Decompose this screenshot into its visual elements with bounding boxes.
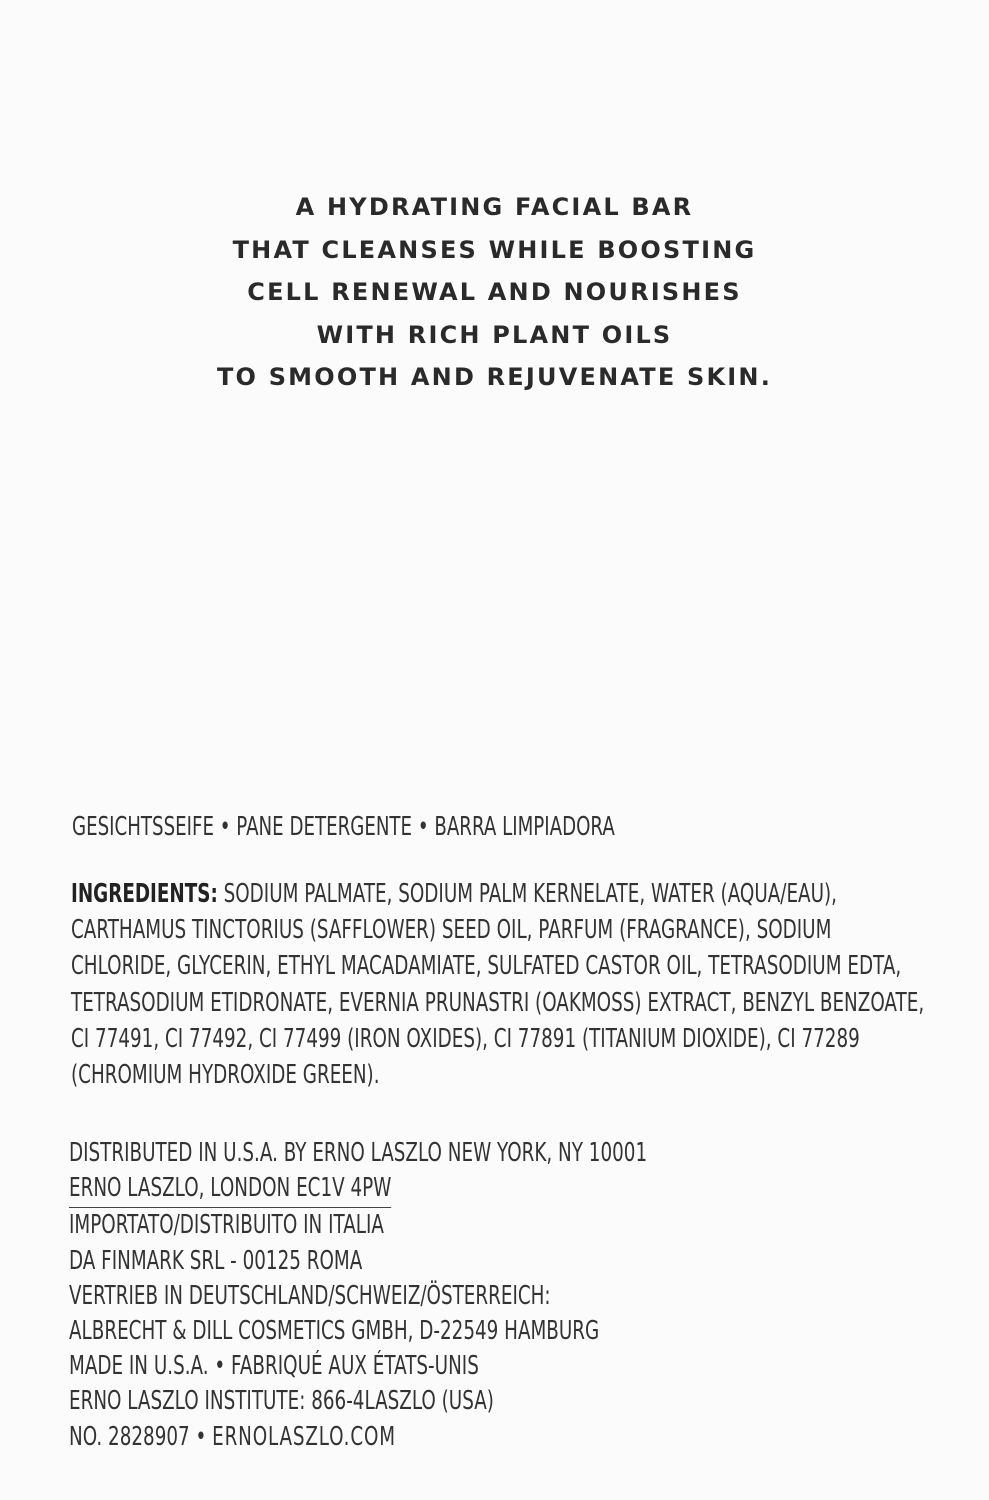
distributor-london-row — [69, 1171, 647, 1208]
ingredients-line: (CHROMIUM HYDROXIDE GREEN). — [71, 1060, 380, 1091]
distributor-germany-line-2: ALBRECHT & DILL COSMETICS GMBH, D-22549 HAMBURG — [69, 1316, 600, 1347]
tagline-line: CELL RENEWAL AND NOURISHES — [247, 278, 742, 306]
distributor-london: ERNO LASZLO, LONDON EC1V 4PW — [69, 1171, 391, 1208]
tagline-line: WITH RICH PLANT OILS — [316, 320, 673, 349]
product-number: NO. 2828907 • — [69, 1421, 213, 1452]
ingredients-text: SODIUM PALMATE, SODIUM PALM KERNELATE, WATER (AQUA/EAU), — [217, 879, 837, 909]
institute-phone: ERNO LASZLO INSTITUTE: 866-4LASZLO (USA) — [69, 1386, 494, 1417]
ingredients-label: INGREDIENTS: — [71, 879, 218, 909]
translated-product-names: GESICHTSSEIFE • PANE DETERGENTE • BARRA LIMPIADORA — [72, 812, 615, 842]
made-in-statement: MADE IN U.S.A. • FABRIQUÉ AUX ÉTATS-UNIS — [69, 1351, 479, 1382]
distributor-germany-line-1: VERTRIEB IN DEUTSCHLAND/SCHWEIZ/ÖSTERREICH: — [69, 1280, 551, 1311]
distributor-usa: DISTRIBUTED IN U.S.A. BY ERNO LASZLO NEW YORK, NY 10001 — [69, 1138, 648, 1168]
distribution-block — [69, 1136, 647, 1455]
ingredients-line: CARTHAMUS TINCTORIUS (SAFFLOWER) SEED OIL, PARFUM (FRAGRANCE), SODIUM — [71, 915, 832, 946]
website-link[interactable]: ERNOLASZLO.COM — [212, 1421, 396, 1452]
ingredients-line: CHLORIDE, GLYCERIN, ETHYL MACADAMIATE, SULFATED CASTOR OIL, TETRASODIUM EDTA, — [71, 951, 902, 982]
tagline-line: THAT CLEANSES WHILE BOOSTING — [232, 235, 757, 264]
distributor-italy-line-1: IMPORTATO/DISTRIBUITO IN ITALIA — [69, 1210, 384, 1241]
tagline-line: TO SMOOTH AND REJUVENATE SKIN. — [216, 363, 773, 391]
distributor-italy-line-2: DA FINMARK SRL - 00125 ROMA — [69, 1245, 363, 1276]
product-tagline — [0, 186, 989, 399]
ingredients-line — [71, 876, 924, 912]
tagline-line: A HYDRATING FACIAL BAR — [295, 193, 694, 221]
ingredients-block — [71, 876, 924, 1093]
product-number-row — [69, 1420, 647, 1455]
ingredients-line: CI 77491, CI 77492, CI 77499 (IRON OXIDES), CI 77891 (TITANIUM DIOXIDE), CI 77289 — [71, 1023, 860, 1054]
ingredients-line: TETRASODIUM ETIDRONATE, EVERNIA PRUNASTRI (OAKMOSS) EXTRACT, BENZYL BENZOATE, — [71, 987, 925, 1018]
